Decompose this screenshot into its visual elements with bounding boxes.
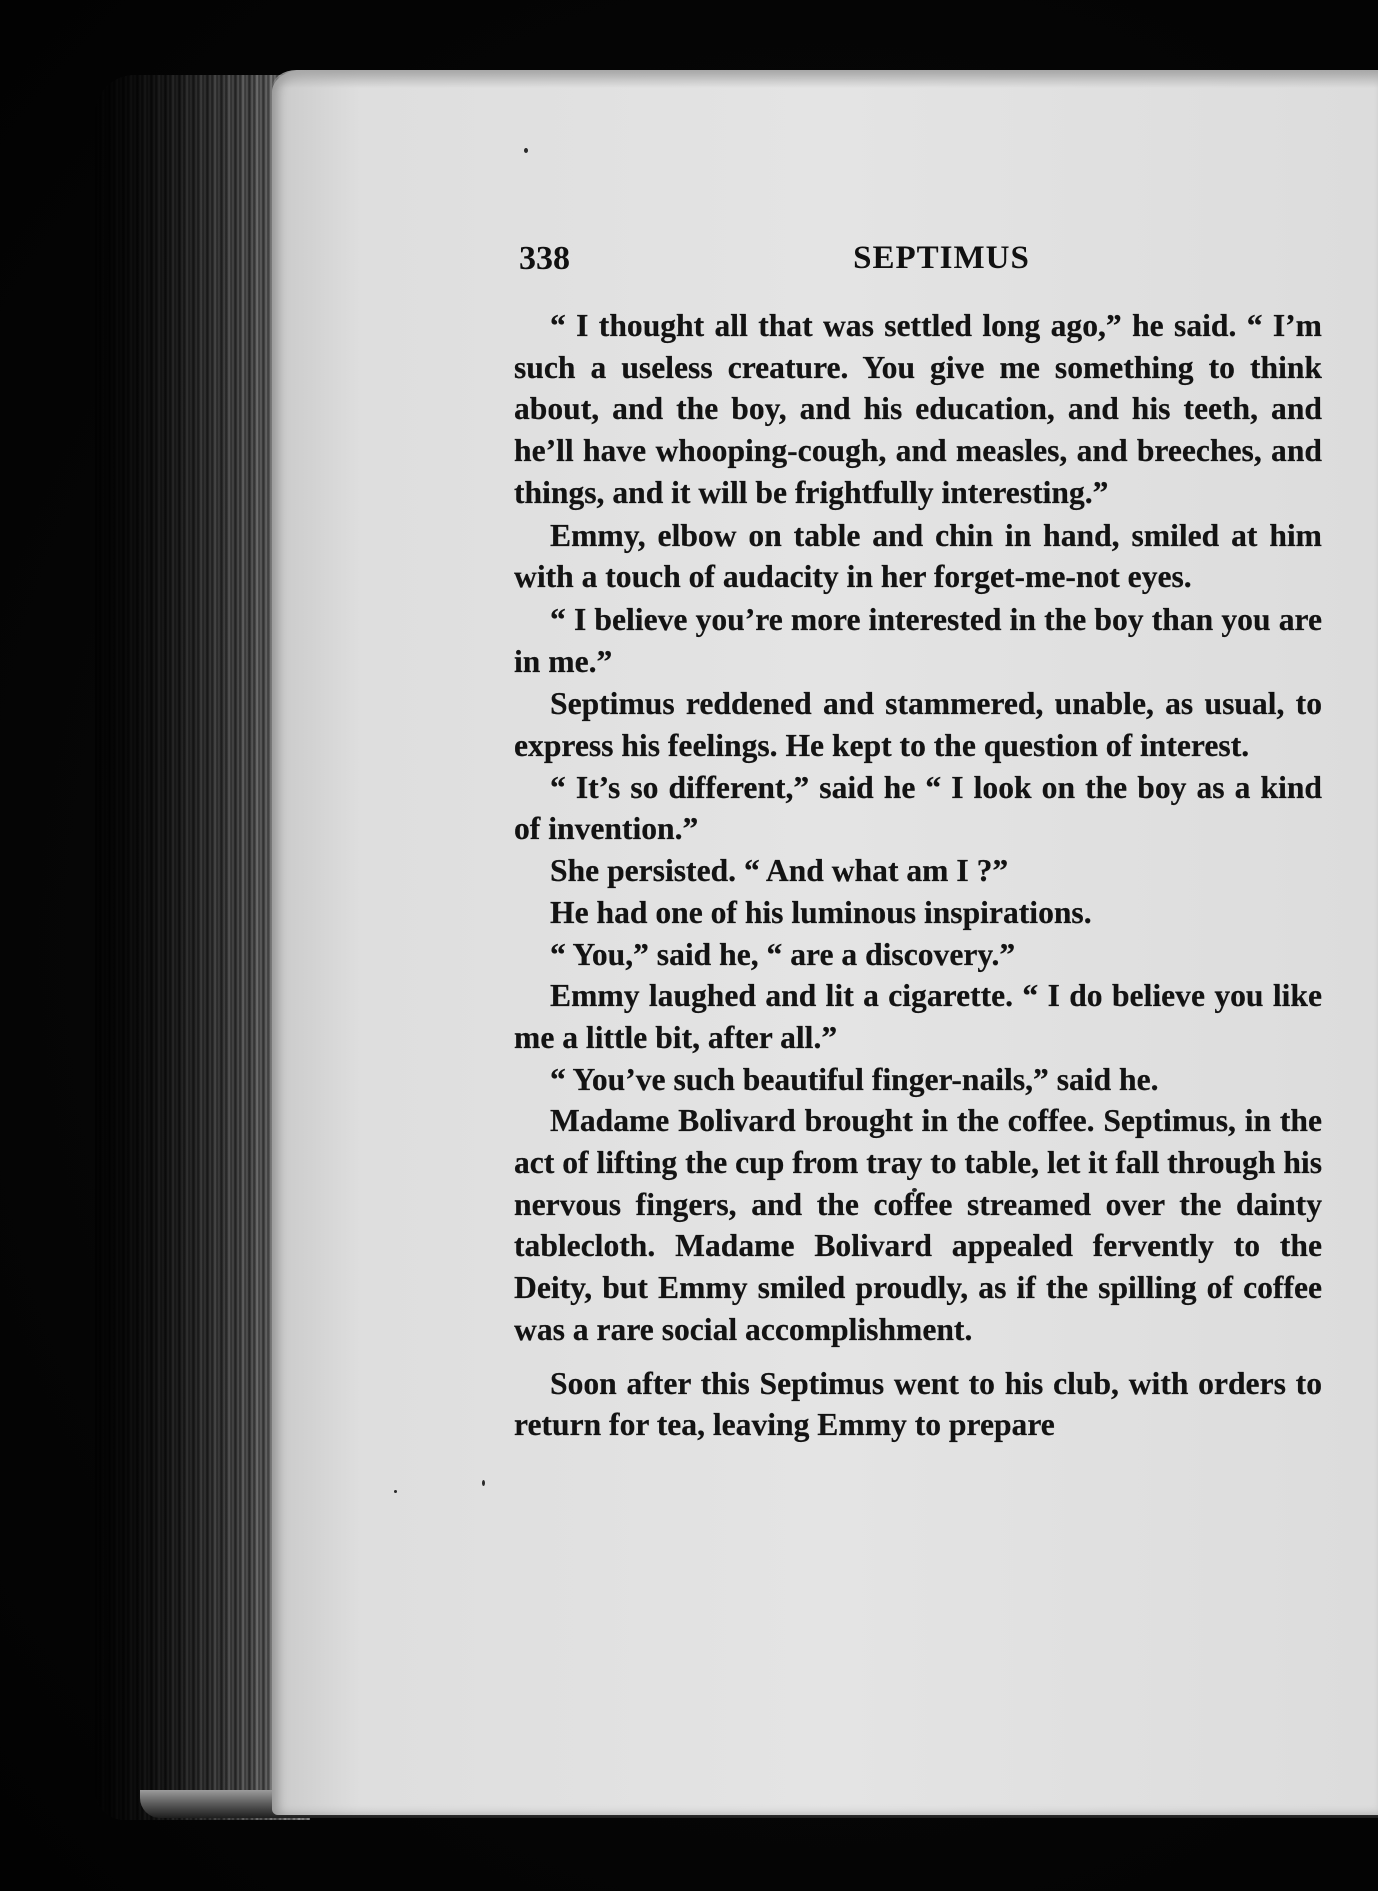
paragraph: Emmy laughed and lit a cigarette. “ I do believe you like me a little bit, after all.”	[514, 978, 1322, 1055]
paragraph: “ I believe you’re more interested in the boy than you are in me.”	[514, 601, 1322, 679]
paragraph: She persisted. “ And what am I ?”	[550, 853, 1009, 889]
paragraph: Soon after this Septimus went to his club, with orders to return for tea, leaving Emmy to prepare	[514, 1365, 1322, 1443]
paragraph: He had one of his luminous inspirations.	[550, 894, 1092, 930]
speck	[524, 148, 528, 153]
speck	[482, 1480, 485, 1486]
page-number: 338	[519, 240, 570, 277]
speck	[394, 1490, 397, 1493]
body-text	[514, 305, 1322, 1446]
paragraph: Emmy, elbow on table and chin in hand, smiled at him with a touch of audacity in her forget-me-not eyes.	[514, 517, 1322, 595]
paragraph: Madame Bolivard brought in the coffee. Septimus, in the act of lifting the cup from tray to table, let it fall through his nervous fingers, and the coffee streamed over the dainty tablecloth. Madame Bolivard appealed fervently to the Deity, but Emmy smiled proudly, as if the spilling of coffee was a rare social accomplishment.	[514, 1103, 1322, 1347]
running-title: SEPTIMUS	[853, 240, 1030, 276]
running-head	[519, 240, 1324, 284]
paragraph: “ You,” said he, “ are a discovery.”	[550, 936, 1016, 972]
paragraph: “ You’ve such beautiful finger-nails,” said he.	[550, 1061, 1159, 1097]
paragraph: Septimus reddened and stammered, unable, as usual, to express his feelings. He kept to the question of interest.	[514, 686, 1322, 764]
paragraph: “ It’s so different,” said he “ I look on the boy as a kind of invention.”	[514, 769, 1322, 847]
paragraph: “ I thought all that was settled long ago,” he said. “ I’m such a useless creature. You give me something to think about, and the boy, and his education, and his teeth, and he’ll have whooping-cough, and measles, and breeches, and things, and it will be frightfully interesting.”	[514, 308, 1322, 510]
